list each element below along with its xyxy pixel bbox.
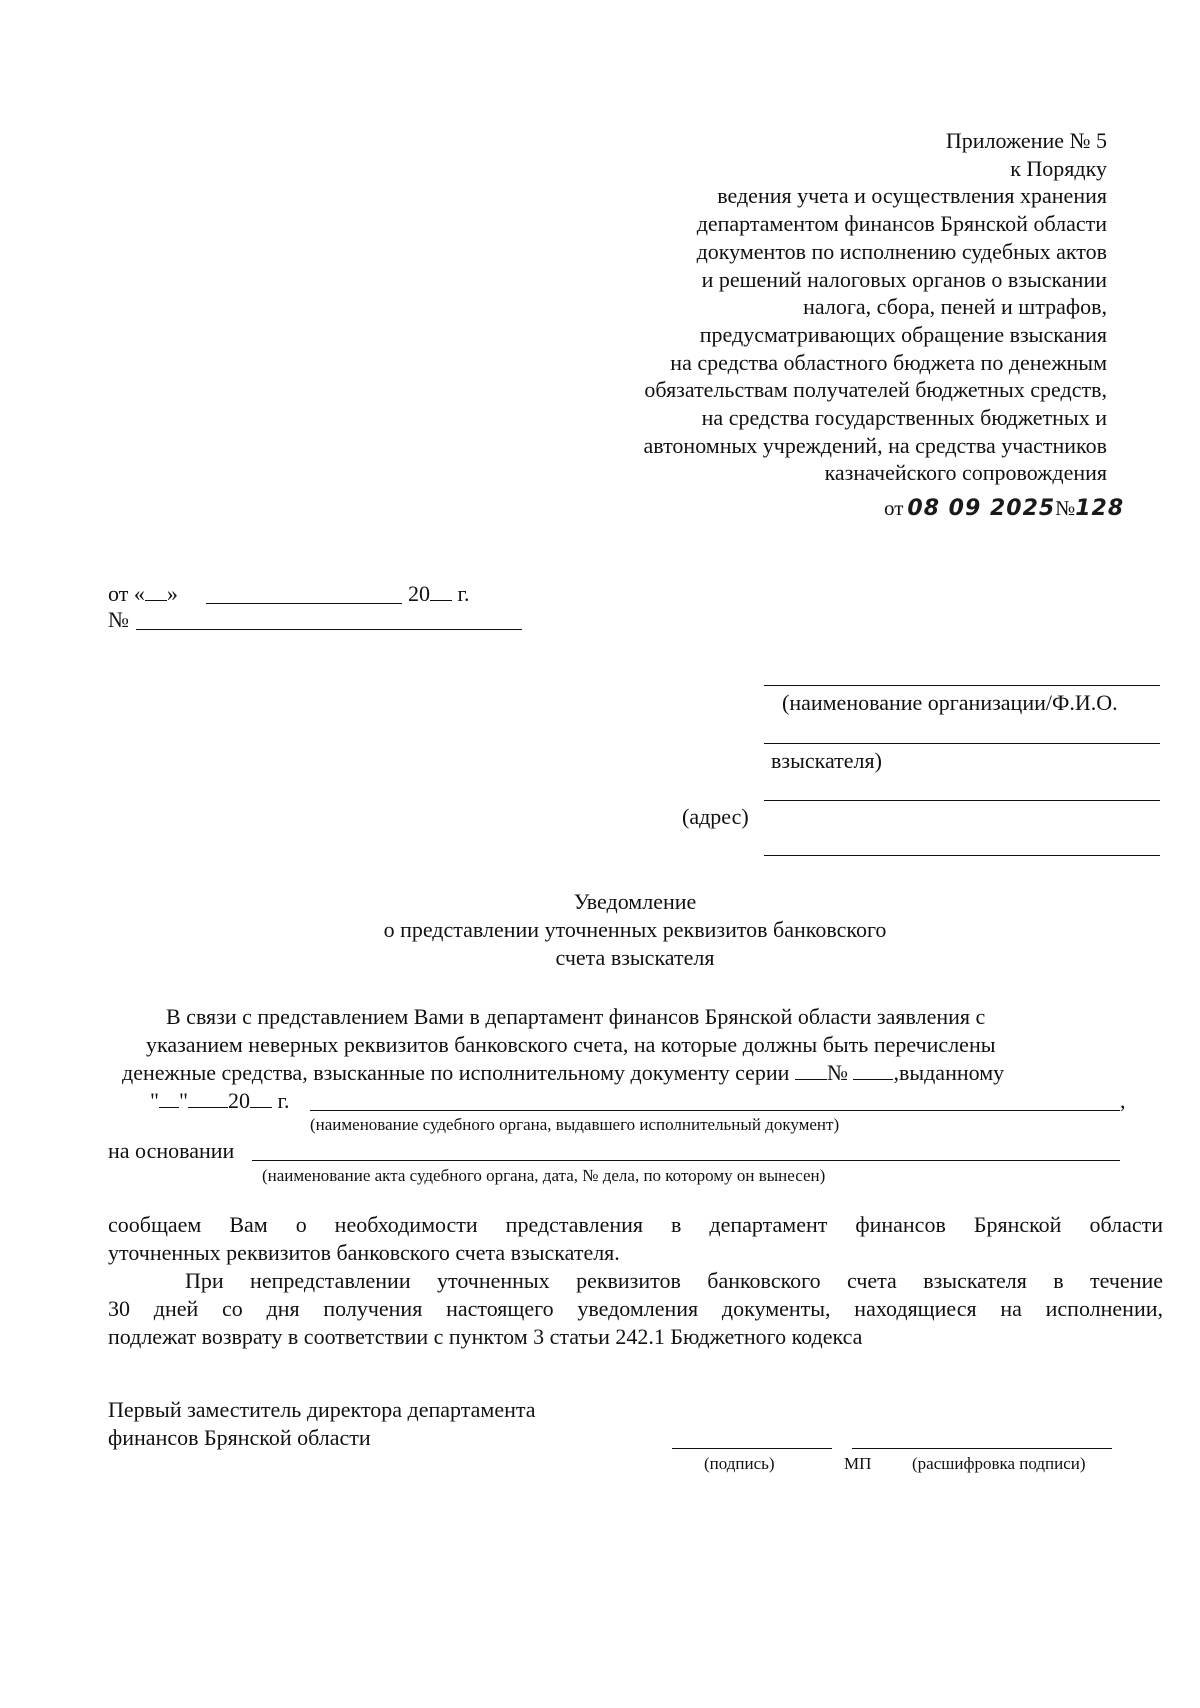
- number-sign: №: [108, 607, 129, 632]
- org-caption-cont: взыскателя): [771, 748, 882, 773]
- notice-subtitle-2: счета взыскателя: [555, 945, 715, 970]
- appendix-date-line: [884, 496, 1124, 521]
- appendix-line: автономных учреждений, на средства участников: [643, 432, 1107, 458]
- address-line-1: [764, 800, 1160, 801]
- body-p2-line1: сообщаем Вам о необходимости представления в департамент финансов Брянской области: [108, 1212, 1163, 1237]
- body-p1-line3: [122, 1060, 1004, 1086]
- issue-year-prefix: 20: [227, 1088, 250, 1113]
- issue-year-suffix: г.: [277, 1088, 290, 1113]
- quote-open: ": [150, 1088, 159, 1113]
- body-p3-line1: При непредставлении уточненных реквизитов банковского счета взыскателя в течение: [185, 1268, 1163, 1293]
- court-name-line: [310, 1110, 1120, 1111]
- issue-year-blank: [250, 1089, 272, 1108]
- doc-number-blank: [853, 1061, 893, 1080]
- decode-caption: (расшифровка подписи): [912, 1454, 1086, 1473]
- appendix-line: на средства областного бюджета по денежным: [670, 349, 1107, 375]
- org-line-2: [764, 743, 1160, 744]
- stamp-caption: МП: [844, 1454, 872, 1473]
- year-blank: [430, 582, 452, 601]
- signature-caption: (подпись): [704, 1454, 775, 1473]
- appendix-line: департаментом финансов Брянской области: [696, 211, 1107, 237]
- body-p1-line4: [150, 1088, 290, 1114]
- body-p3-line2: 30 дней со дня получения настоящего уведомления документы, находящиеся на исполнении,: [108, 1296, 1163, 1321]
- from-close: »: [166, 581, 178, 606]
- body-p2-line2: уточненных реквизитов банковского счета взыскателя.: [108, 1240, 620, 1265]
- appendix-line: ведения учета и осуществления хранения: [717, 183, 1107, 209]
- signer-position-1: Первый заместитель директора департамента: [108, 1397, 536, 1422]
- appendix-line: Приложение № 5: [945, 128, 1107, 153]
- body-p1-line2: указанием неверных реквизитов банковского счета, на которые должны быть перечислены: [146, 1032, 996, 1057]
- day-blank: [145, 582, 167, 601]
- appendix-block: [644, 127, 1108, 487]
- issue-month-blank: [188, 1089, 228, 1108]
- appendix-date-prefix: от: [884, 496, 904, 520]
- handwritten-number: 128: [1075, 496, 1125, 521]
- signer-position-2: финансов Брянской области: [108, 1425, 371, 1450]
- series-text: денежные средства, взысканные по исполнительному документу серии: [122, 1060, 790, 1085]
- appendix-line: на средства государственных бюджетных и: [701, 405, 1107, 431]
- body-p3-line3: подлежат возврату в соответствии с пунктом 3 статьи 242.1 Бюджетного кодекса: [108, 1324, 863, 1349]
- appendix-line: к Порядку: [1010, 155, 1107, 181]
- appendix-line: документов по исполнению судебных актов: [696, 238, 1107, 264]
- body-p1-line1: В связи с представлением Вами в департамент финансов Брянской области заявления с: [166, 1004, 986, 1029]
- appendix-number-sign: №: [1055, 496, 1076, 520]
- notice-subtitle-1: о представлении уточненных реквизитов банковского: [383, 917, 887, 942]
- org-caption: (наименование организации/Ф.И.О.: [782, 690, 1118, 715]
- court-line-comma: ,: [1120, 1088, 1126, 1113]
- year-prefix: 20: [408, 581, 430, 606]
- from-prefix: от «: [108, 581, 145, 606]
- handwritten-date: 08 09 2025: [907, 496, 1056, 521]
- notice-title: Уведомление: [573, 889, 697, 914]
- appendix-line: и решений налоговых органов о взыскании: [701, 266, 1107, 292]
- from-date-field: [108, 581, 178, 607]
- series-blank: [795, 1061, 827, 1080]
- act-caption: (наименование акта судебного органа, дата, № дела, по которому он вынесен): [262, 1166, 826, 1185]
- org-line-1: [764, 685, 1160, 686]
- address-line-2: [764, 855, 1160, 856]
- issue-day-blank: [159, 1089, 179, 1108]
- court-caption: (наименование судебного органа, выдавшего исполнительный документ): [310, 1115, 840, 1134]
- quote-close: ": [178, 1088, 188, 1113]
- basis-line: [252, 1160, 1120, 1161]
- basis-label: на основании: [108, 1138, 235, 1163]
- appendix-line: обязательствам получателей бюджетных средств,: [644, 377, 1107, 403]
- appendix-line: предусматривающих обращение взыскания: [699, 321, 1107, 347]
- year-suffix: г.: [457, 581, 470, 606]
- number-blank-line: [136, 629, 522, 630]
- signature-line: [672, 1448, 832, 1449]
- year-field: [408, 581, 470, 607]
- issued-text: ,выданному: [893, 1060, 1005, 1085]
- doc-number-sign: №: [826, 1060, 848, 1085]
- appendix-line: налога, сбора, пеней и штрафов,: [803, 294, 1107, 320]
- signature-decode-line: [852, 1448, 1112, 1449]
- appendix-line: казначейского сопровождения: [824, 460, 1107, 486]
- address-caption: (адрес): [682, 804, 749, 829]
- month-blank-line: [206, 603, 402, 604]
